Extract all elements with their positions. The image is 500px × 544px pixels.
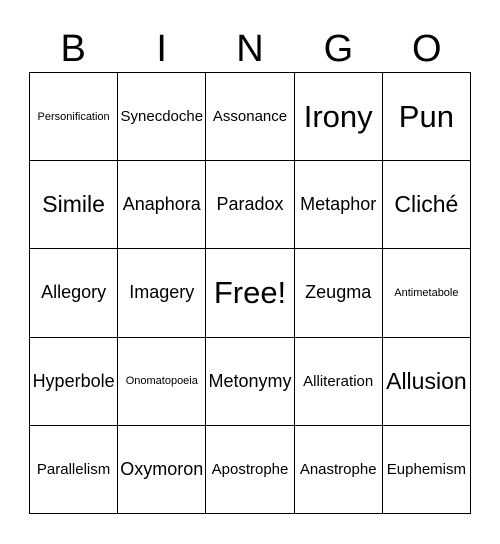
- bingo-cell[interactable]: Euphemism: [383, 426, 471, 514]
- header-letter-g: G: [323, 28, 354, 70]
- bingo-cell[interactable]: Anastrophe: [295, 426, 383, 514]
- bingo-cell[interactable]: Parallelism: [30, 426, 118, 514]
- bingo-cell[interactable]: Zeugma: [295, 249, 383, 337]
- bingo-cell[interactable]: Apostrophe: [206, 426, 294, 514]
- bingo-board: [29, 72, 471, 514]
- bingo-cell[interactable]: Antimetabole: [383, 249, 471, 337]
- bingo-cell[interactable]: Oxymoron: [118, 426, 206, 514]
- bingo-cell[interactable]: Anaphora: [118, 161, 206, 249]
- bingo-cell[interactable]: Irony: [295, 73, 383, 161]
- bingo-cell[interactable]: Metonymy: [206, 338, 294, 426]
- bingo-cell[interactable]: Simile: [30, 161, 118, 249]
- bingo-cell[interactable]: Pun: [383, 73, 471, 161]
- bingo-cell[interactable]: Onomatopoeia: [118, 338, 206, 426]
- bingo-cell[interactable]: Alliteration: [295, 338, 383, 426]
- bingo-cell[interactable]: Personification: [30, 73, 118, 161]
- bingo-cell[interactable]: Assonance: [206, 73, 294, 161]
- bingo-cell[interactable]: Synecdoche: [118, 73, 206, 161]
- bingo-header: [29, 26, 471, 72]
- header-letter-b: B: [60, 28, 86, 70]
- bingo-free-space[interactable]: Free!: [206, 249, 294, 337]
- bingo-cell[interactable]: Allusion: [383, 338, 471, 426]
- bingo-cell[interactable]: Hyperbole: [30, 338, 118, 426]
- header-letter-o: O: [412, 28, 442, 70]
- bingo-cell[interactable]: Metaphor: [295, 161, 383, 249]
- bingo-cell[interactable]: Cliché: [383, 161, 471, 249]
- bingo-cell[interactable]: Allegory: [30, 249, 118, 337]
- header-letter-n: N: [236, 28, 264, 70]
- header-letter-i: I: [156, 28, 167, 70]
- bingo-cell[interactable]: Paradox: [206, 161, 294, 249]
- bingo-cell[interactable]: Imagery: [118, 249, 206, 337]
